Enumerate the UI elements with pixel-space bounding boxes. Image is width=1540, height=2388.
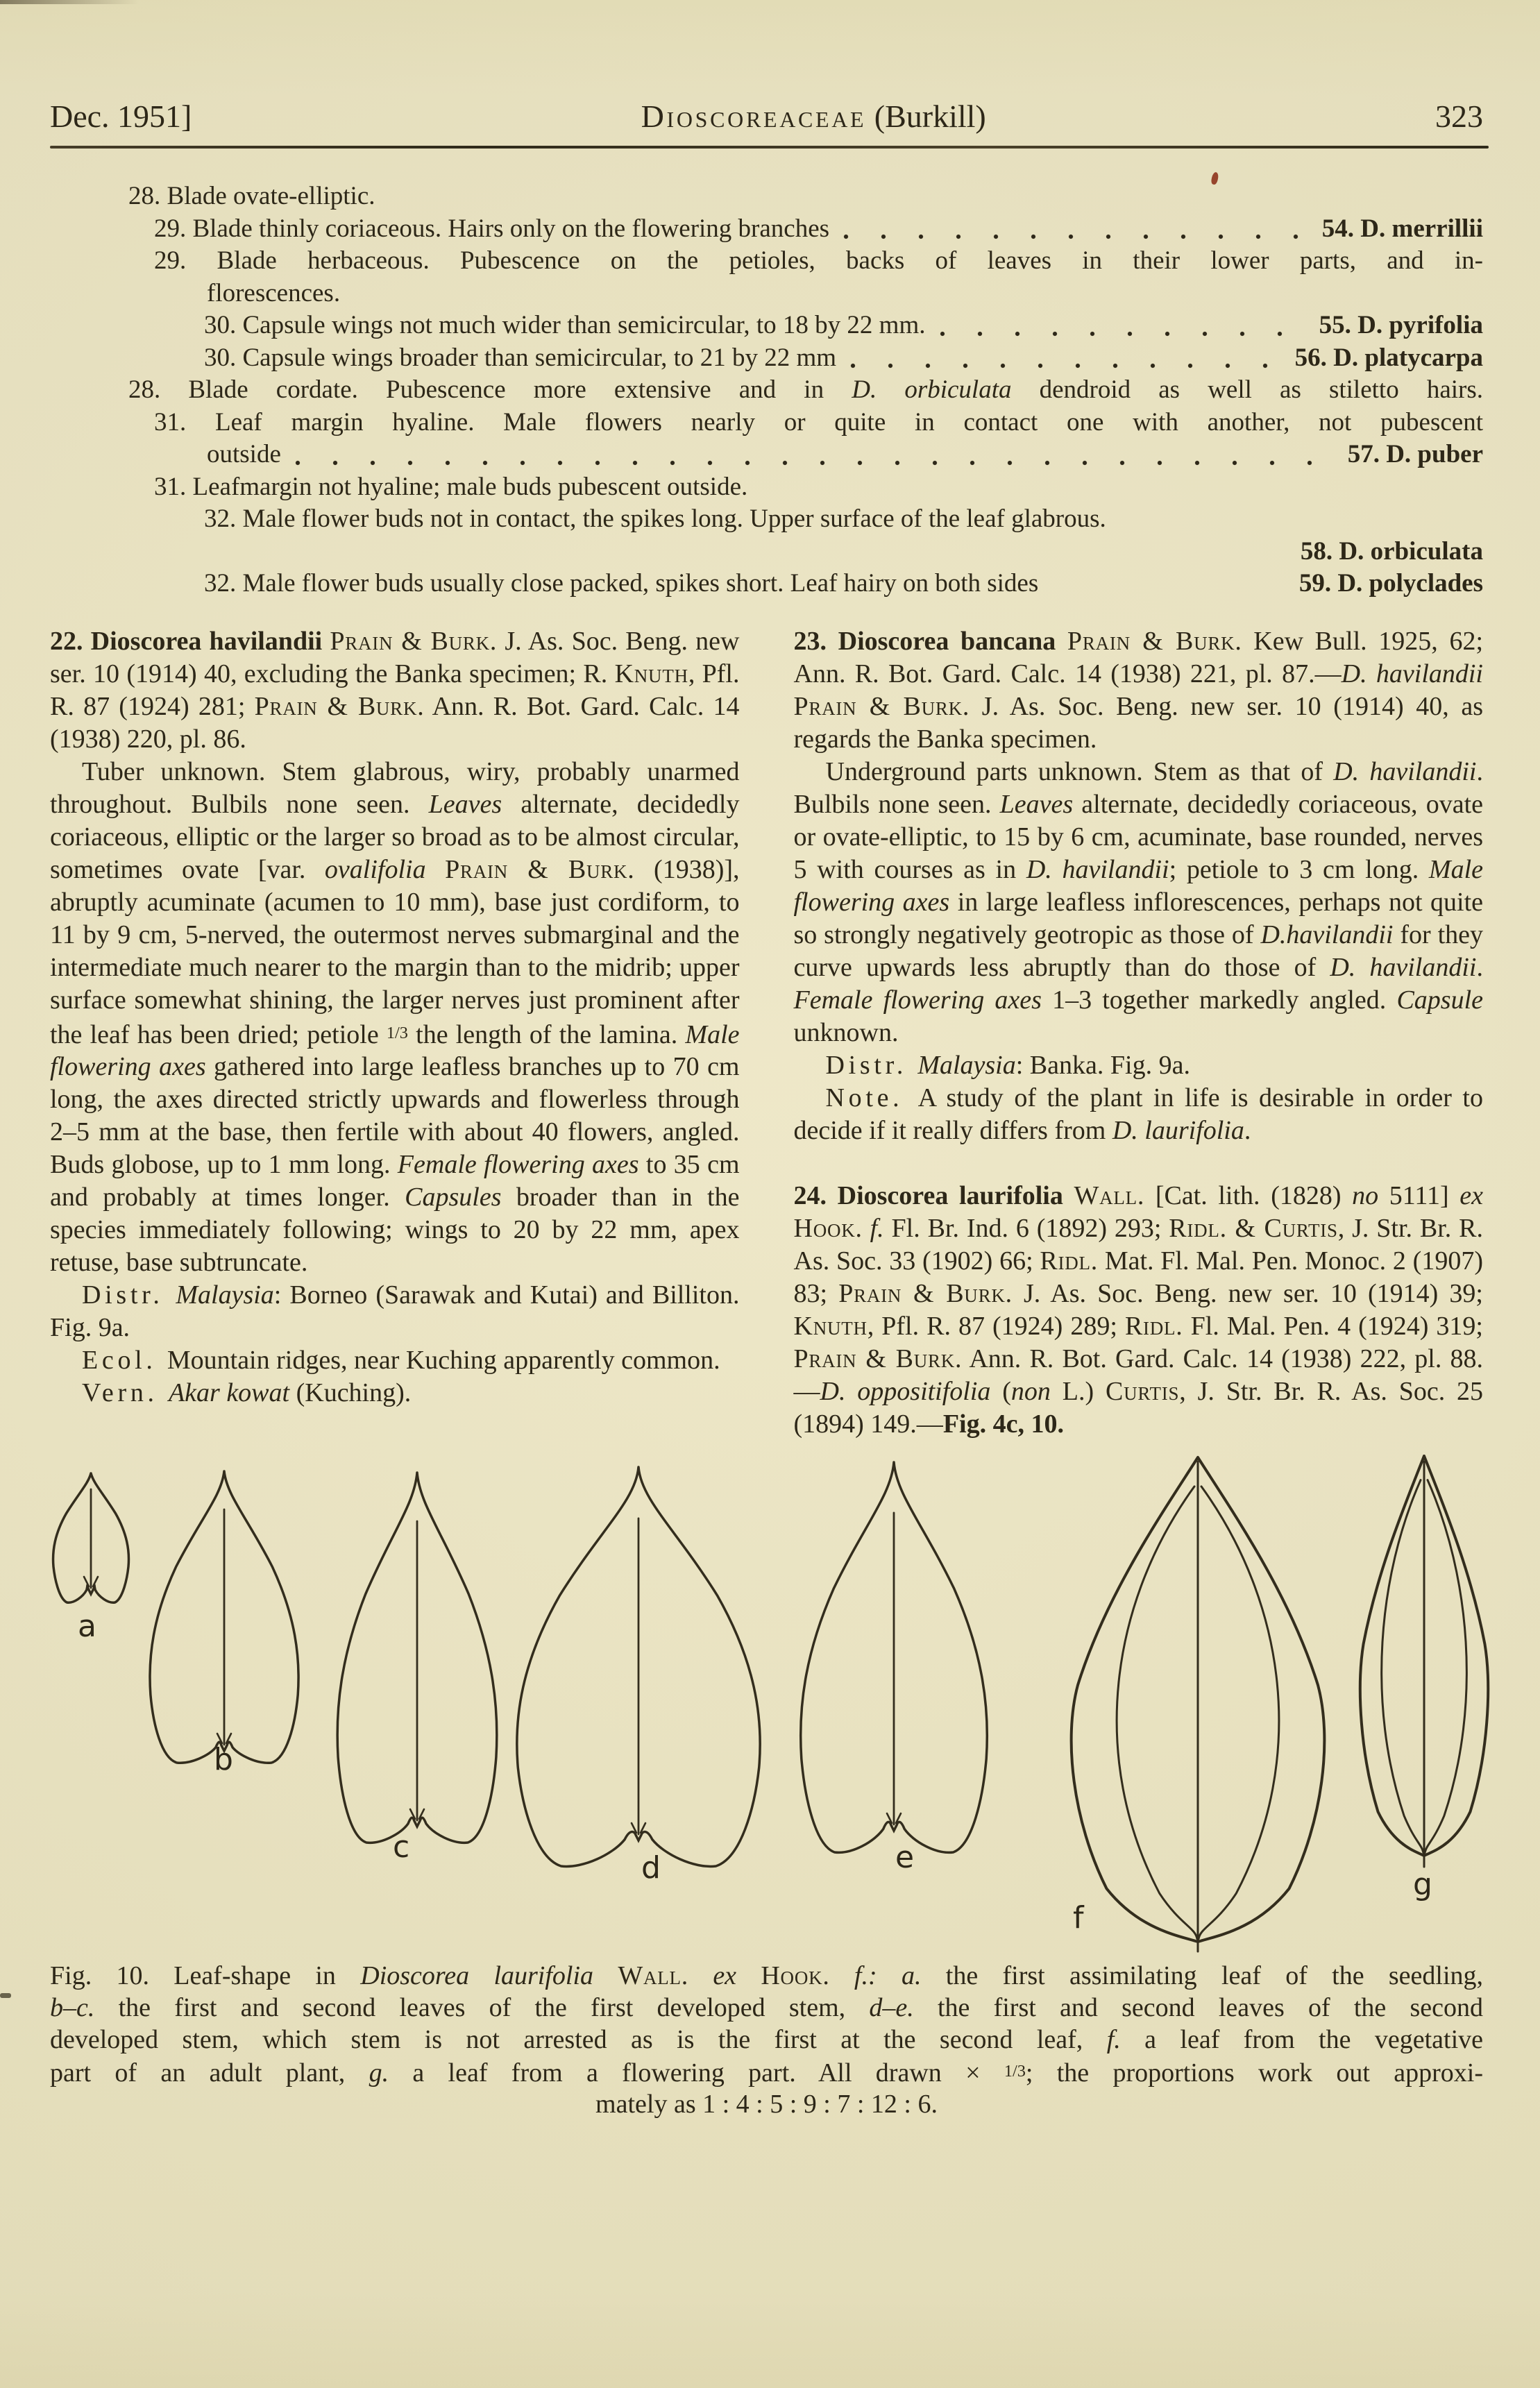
text-segment: Ann. R. Bot. Gard. Calc. 14 (1938) 222, pl. 88.— bbox=[793, 1344, 1484, 1406]
text-segment: Ridl. & Curtis bbox=[1169, 1213, 1338, 1243]
text-segment: to 35 cm and probably at times longer. bbox=[50, 1150, 740, 1212]
paragraph bbox=[794, 756, 1484, 1049]
text-segment: 1/3 bbox=[386, 1023, 408, 1042]
text-segment: D. orbiculata bbox=[852, 375, 1012, 404]
text-segment: 30. Capsule wings broader than semicircular, to 21 by 22 mm bbox=[204, 343, 836, 372]
text-segment: Ridl. bbox=[1124, 1311, 1183, 1341]
leaf-outline-path bbox=[1425, 1480, 1466, 1852]
key-row bbox=[50, 374, 1483, 407]
text-segment: Knuth bbox=[614, 659, 688, 688]
text-segment: Ann. R. Bot. Gard. Calc. 14 (1938) 220, pl. 86. bbox=[50, 691, 740, 754]
key-lead-text bbox=[154, 246, 1483, 275]
text-segment: (Kuching). bbox=[289, 1378, 412, 1408]
key-row bbox=[50, 407, 1483, 439]
dot-leader bbox=[842, 232, 1305, 241]
key-row bbox=[50, 503, 1483, 536]
leaf-outline-path bbox=[1382, 1480, 1423, 1852]
caption-line bbox=[50, 1960, 1483, 1992]
text-segment: D. laurifolia bbox=[1112, 1115, 1244, 1145]
text-segment: Mat. Fl. Mal. Pen. Monoc. 2 (1907) 83; bbox=[793, 1246, 1483, 1308]
text-segment: 29. Blade herbaceous. Pubescence on the petioles, backs of leaves in their lower parts, and in- bbox=[154, 246, 1483, 275]
key-lead-text bbox=[204, 505, 1106, 533]
text-segment: Prain & Burk. bbox=[838, 1278, 1013, 1308]
text-segment: , Pfl. R. 87 (1924) 281; bbox=[50, 659, 740, 721]
text-segment: . bbox=[1476, 952, 1483, 982]
leaf-label-f: f bbox=[1073, 1899, 1084, 1936]
leaf-outline-path bbox=[1117, 1486, 1197, 1938]
leaf-drawings bbox=[0, 1455, 1540, 1954]
text-segment: Kew Bull. 1925, 62; Ann. R. Bot. Gard. Calc. 14 (1938) 221, pl. 87.— bbox=[793, 626, 1484, 688]
text-segment: D. havilandii bbox=[1026, 854, 1169, 884]
text-segment: Malaysia bbox=[176, 1280, 274, 1310]
caption-line bbox=[50, 1992, 1483, 2024]
text-segment: Fig. 4c, 10. bbox=[942, 1409, 1064, 1439]
leaf-label-g: g bbox=[1413, 1866, 1432, 1902]
paragraph bbox=[794, 1180, 1484, 1441]
text-segment: Ridl. bbox=[1040, 1246, 1099, 1276]
key-lead-text bbox=[154, 473, 747, 501]
text-segment: Prain & Burk. bbox=[1067, 626, 1242, 656]
text-segment: Wall. bbox=[1074, 1180, 1145, 1210]
text-segment: Fl. Br. Ind. 6 (1892) 293; bbox=[883, 1213, 1169, 1243]
text-segment: the length of the lamina. bbox=[407, 1019, 686, 1049]
text-segment: Leaves bbox=[999, 789, 1074, 819]
key-row bbox=[50, 471, 1483, 504]
family-name: Dioscoreaceae bbox=[641, 99, 867, 134]
text-segment: ( bbox=[990, 1376, 1011, 1406]
text-segment: Note. bbox=[825, 1083, 918, 1112]
right-column bbox=[794, 625, 1484, 1441]
text-segment bbox=[863, 1214, 870, 1243]
leaf-label-c: c bbox=[393, 1829, 410, 1865]
key-lead-text bbox=[154, 408, 1483, 437]
text-segment: 28. Blade ovate-elliptic. bbox=[128, 182, 375, 210]
key-result-species: 57. D. puber bbox=[1347, 440, 1483, 468]
text-segment: (1938)], abruptly acuminate (acumen to 10 mm), base just cordiform, to 11 by 9 cm, 5-nerved, the outermost nerves submarginal and the intermediate much nearer to the margin than to the midrib; upper surface somewhat shining, the larger nerves just prominent after the leaf has been dried; petiole bbox=[50, 854, 740, 1049]
text-segment bbox=[688, 1961, 713, 1990]
key-result-species: 59. D. polyclades bbox=[1298, 569, 1483, 598]
text-segment: 29. Blade thinly coriaceous. Hairs only on the flowering branches bbox=[154, 214, 830, 243]
key-lead-text bbox=[204, 342, 836, 375]
key-lead-text bbox=[207, 279, 340, 307]
key-result-species: 55. D. pyrifolia bbox=[1319, 311, 1483, 339]
paragraph bbox=[794, 1049, 1484, 1082]
leaf-outline-path bbox=[1199, 1486, 1279, 1938]
text-segment: 1/3 bbox=[1004, 2061, 1026, 2081]
text-segment: 31. Leaf margin hyaline. Male flowers nearly or quite in contact one with another, not pubescent bbox=[154, 407, 1483, 437]
key-result-species: 56. D. platycarpa bbox=[1294, 343, 1483, 372]
dichotomous-key bbox=[50, 180, 1483, 600]
key-row bbox=[50, 439, 1483, 471]
text-segment: a leaf from a flowering part. All drawn × bbox=[389, 2058, 1004, 2088]
text-segment: Prain & Burk. bbox=[793, 1344, 963, 1373]
text-segment: f.: bbox=[854, 1961, 877, 1990]
key-lead-text bbox=[128, 375, 1483, 404]
text-segment: ex bbox=[1459, 1180, 1483, 1210]
key-row bbox=[50, 568, 1483, 600]
page-number: 323 bbox=[1435, 99, 1483, 134]
text-segment: Akar kowat bbox=[168, 1378, 290, 1408]
page-title bbox=[641, 97, 986, 136]
text-segment: Prain & Burk. bbox=[793, 691, 970, 721]
text-segment: broader than in the species immediately following; wings to 20 by 22 mm, apex retuse, base subtruncate. bbox=[50, 1183, 740, 1278]
leaf-label-e: e bbox=[895, 1839, 915, 1875]
paragraph bbox=[794, 625, 1484, 756]
key-lead-text bbox=[204, 310, 926, 342]
text-segment: : Banka. Fig. 9a. bbox=[1015, 1050, 1190, 1080]
leaf-outlines bbox=[53, 1456, 1489, 1951]
key-lead-text bbox=[154, 213, 829, 246]
text-segment: 24. Dioscorea laurifolia bbox=[793, 1180, 1074, 1210]
text-segment: 31. Leafmargin not hyaline; male buds pubescent outside. bbox=[154, 472, 748, 501]
text-segment: Prain & Burk. bbox=[330, 626, 498, 656]
text-segment bbox=[877, 1961, 902, 1990]
text-segment: Prain & Burk. bbox=[445, 854, 635, 884]
text-segment: Fig. 10. Leaf-shape in bbox=[50, 1961, 361, 1990]
key-row bbox=[50, 213, 1483, 246]
key-lead-text bbox=[204, 568, 1289, 600]
text-segment: Male flowering axes bbox=[50, 1019, 740, 1082]
text-segment: Malaysia bbox=[917, 1050, 1016, 1080]
text-segment: Female flowering axes bbox=[793, 985, 1042, 1015]
text-segment: ; the proportions work out approxi- bbox=[1025, 2058, 1483, 2088]
caption-line bbox=[50, 2056, 1483, 2089]
author-name: (Burkill) bbox=[866, 99, 986, 134]
text-segment: a leaf from the vegetative bbox=[1120, 2024, 1483, 2054]
text-segment: developed stem, which stem is not arrested as is the first at the second leaf, bbox=[50, 2024, 1107, 2054]
text-segment: D. havilandii bbox=[1330, 952, 1477, 982]
text-segment: a. bbox=[901, 1961, 922, 1990]
dot-leader bbox=[849, 362, 1278, 370]
text-segment: . bbox=[1244, 1115, 1251, 1145]
key-result-species: 54. D. merrillii bbox=[1321, 214, 1483, 243]
text-columns bbox=[50, 625, 1483, 1441]
key-row bbox=[50, 278, 1483, 310]
key-row bbox=[50, 310, 1483, 342]
text-segment bbox=[830, 1961, 854, 1990]
figure-caption bbox=[50, 1960, 1483, 2121]
text-segment: J. As. Soc. Beng. new ser. 10 (1914) 40, as regards the Banka specimen. bbox=[793, 691, 1483, 754]
paragraph bbox=[50, 625, 740, 756]
paragraph bbox=[50, 1377, 740, 1409]
text-segment: D. havilandii bbox=[1333, 756, 1477, 786]
text-segment bbox=[426, 855, 446, 884]
text-segment: Hook. bbox=[793, 1213, 863, 1243]
text-segment: f. bbox=[870, 1213, 884, 1243]
text-segment: L.) bbox=[1050, 1376, 1106, 1406]
left-column bbox=[50, 625, 740, 1441]
text-segment: ; petiole to 3 cm long. bbox=[1169, 854, 1429, 884]
key-result-species: 58. D. orbiculata bbox=[1300, 536, 1483, 566]
text-segment: Prain & Burk. bbox=[254, 691, 425, 721]
text-segment: d–e. bbox=[869, 1992, 914, 2022]
text-segment: unknown. bbox=[793, 1017, 899, 1047]
text-segment: Hook. bbox=[761, 1961, 830, 1990]
text-segment: the first and second leaves of the first developed stem, bbox=[94, 1992, 870, 2022]
text-segment: Ecol. bbox=[82, 1346, 167, 1375]
page-header bbox=[0, 0, 1540, 136]
text-segment: non bbox=[1010, 1376, 1051, 1406]
text-segment: J. As. Soc. Beng. new ser. 10 (1914) 39; bbox=[1012, 1278, 1483, 1308]
key-row bbox=[50, 536, 1483, 568]
text-segment: the first assimilating leaf of the seedling, bbox=[921, 1961, 1484, 1990]
text-segment bbox=[736, 1961, 761, 1990]
text-segment: for they curve upwards less abruptly than do those of bbox=[793, 920, 1484, 982]
header-date: Dec. 1951] bbox=[50, 99, 192, 134]
paragraph bbox=[50, 756, 740, 1280]
text-segment: Capsule bbox=[1396, 985, 1484, 1015]
text-segment: mately as 1 : 4 : 5 : 9 : 7 : 12 : 6. bbox=[595, 2090, 938, 2119]
leaf-label-b: b bbox=[214, 1741, 233, 1777]
key-lead-text bbox=[128, 182, 375, 210]
text-segment: Vern. bbox=[82, 1378, 169, 1408]
text-segment: gathered into large leafless branches up to 70 cm long, the axes directed strictly upwards and flowerless through 2–5 mm at the base, then fertile with about 40 flowers, angled. Buds globose, up to 1 mm long. bbox=[50, 1052, 740, 1180]
text-segment: Dioscorea laurifolia bbox=[360, 1961, 594, 1990]
text-segment: D. havilandii bbox=[1341, 659, 1483, 688]
text-segment: 32. Male flower buds usually close packed, spikes short. Leaf hairy on both sides bbox=[204, 569, 1039, 598]
text-segment: Underground parts unknown. Stem as that of bbox=[825, 756, 1334, 786]
text-segment: florescences. bbox=[207, 278, 341, 307]
dot-leader bbox=[294, 459, 1331, 467]
text-segment: 22. Dioscorea havilandii bbox=[50, 626, 330, 656]
key-row bbox=[50, 342, 1483, 375]
text-segment: Wall. bbox=[618, 1961, 688, 1990]
text-segment: 32. Male flower buds not in contact, the spikes long. Upper surface of the leaf glabrous. bbox=[204, 505, 1106, 533]
text-segment: , J. Str. Br. R. As. Soc. 25 (1894) 149.— bbox=[793, 1376, 1484, 1439]
scan-edge-mark bbox=[0, 1993, 11, 1998]
text-segment: , Pfl. R. 87 (1924) 289; bbox=[867, 1311, 1125, 1341]
text-segment: the first and second leaves of the second bbox=[913, 1992, 1483, 2022]
text-segment: 23. Dioscorea bancana bbox=[793, 626, 1067, 656]
dot-leader bbox=[938, 330, 1303, 338]
key-row bbox=[50, 180, 1483, 213]
text-segment: Curtis bbox=[1105, 1376, 1180, 1406]
header-rule bbox=[50, 146, 1489, 149]
text-segment: f. bbox=[1106, 2024, 1121, 2054]
text-segment bbox=[593, 1961, 618, 1990]
leaf-label-d: d bbox=[641, 1849, 661, 1886]
text-segment: Capsules bbox=[405, 1183, 502, 1212]
text-segment: 28. Blade cordate. Pubescence more extensive and in bbox=[128, 375, 852, 404]
text-segment: Fl. Mal. Pen. 4 (1924) 319; bbox=[1183, 1311, 1483, 1341]
text-segment: ex bbox=[713, 1961, 737, 1990]
caption-line bbox=[50, 2088, 1483, 2120]
text-segment: D.havilandii bbox=[1260, 920, 1394, 949]
text-segment: part of an adult plant, bbox=[50, 2058, 369, 2088]
text-segment: dendroid as well as stiletto hairs. bbox=[1011, 375, 1483, 404]
text-segment: . Bulbils none seen. bbox=[793, 756, 1483, 819]
text-segment: no bbox=[1352, 1180, 1379, 1210]
paragraph bbox=[50, 1344, 740, 1377]
text-segment: 1–3 together markedly angled. bbox=[1041, 985, 1397, 1015]
paragraph bbox=[794, 1082, 1484, 1147]
key-row bbox=[50, 245, 1483, 278]
text-segment: alternate, decidedly coriaceous, ovate or ovate-elliptic, to 15 by 6 cm, acuminate, base rounded, nerves 5 with courses as in bbox=[793, 789, 1483, 884]
text-segment: b–c. bbox=[50, 1992, 95, 2022]
text-segment: outside bbox=[207, 440, 281, 468]
text-segment: ovalifolia bbox=[324, 854, 426, 884]
text-segment: Female flowering axes bbox=[397, 1150, 639, 1180]
text-segment: g. bbox=[369, 2058, 389, 2088]
text-segment: Mountain ridges, near Kuching apparently common. bbox=[167, 1346, 720, 1375]
text-segment: A study of the plant in life is desirable in order to decide if it really differs from bbox=[793, 1083, 1483, 1145]
text-segment: Distr. bbox=[825, 1050, 918, 1080]
text-segment: J. As. Soc. Beng. new ser. 10 (1914) 40, excluding the Banka specimen; R. bbox=[50, 626, 740, 688]
text-segment: Knuth bbox=[793, 1311, 868, 1341]
text-segment: : Borneo (Sarawak and Kutai) and Billiton. Fig. 9a. bbox=[50, 1280, 740, 1343]
text-segment: in large leafless inflorescences, perhaps not quite so strongly negatively geotropic as those of bbox=[793, 887, 1483, 949]
text-segment: 30. Capsule wings not much wider than semicircular, to 18 by 22 mm. bbox=[204, 311, 926, 339]
text-segment: Distr. bbox=[82, 1280, 176, 1310]
leaf-label-a: a bbox=[78, 1608, 96, 1644]
text-segment: , J. Str. Br. R. As. Soc. 33 (1902) 66; bbox=[793, 1213, 1483, 1276]
text-segment: Leaves bbox=[428, 789, 502, 819]
caption-line bbox=[50, 2024, 1483, 2056]
scan-top-shadow bbox=[0, 0, 139, 4]
text-segment: D. oppositifolia bbox=[820, 1376, 991, 1406]
figure-10 bbox=[0, 1455, 1540, 1954]
text-segment: 5111] bbox=[1378, 1180, 1460, 1210]
text-segment: [Cat. lith. (1828) bbox=[1144, 1180, 1353, 1210]
paragraph bbox=[50, 1279, 740, 1344]
text-segment: alternate, decidedly coriaceous, elliptic or the larger so broad as to be almost circular, sometimes ovate [var. bbox=[50, 789, 740, 884]
key-lead-text bbox=[207, 439, 281, 471]
text-segment: Tuber unknown. Stem glabrous, wiry, probably unarmed throughout. Bulbils none seen. bbox=[50, 756, 740, 819]
text-segment: Male flowering axes bbox=[793, 854, 1483, 917]
